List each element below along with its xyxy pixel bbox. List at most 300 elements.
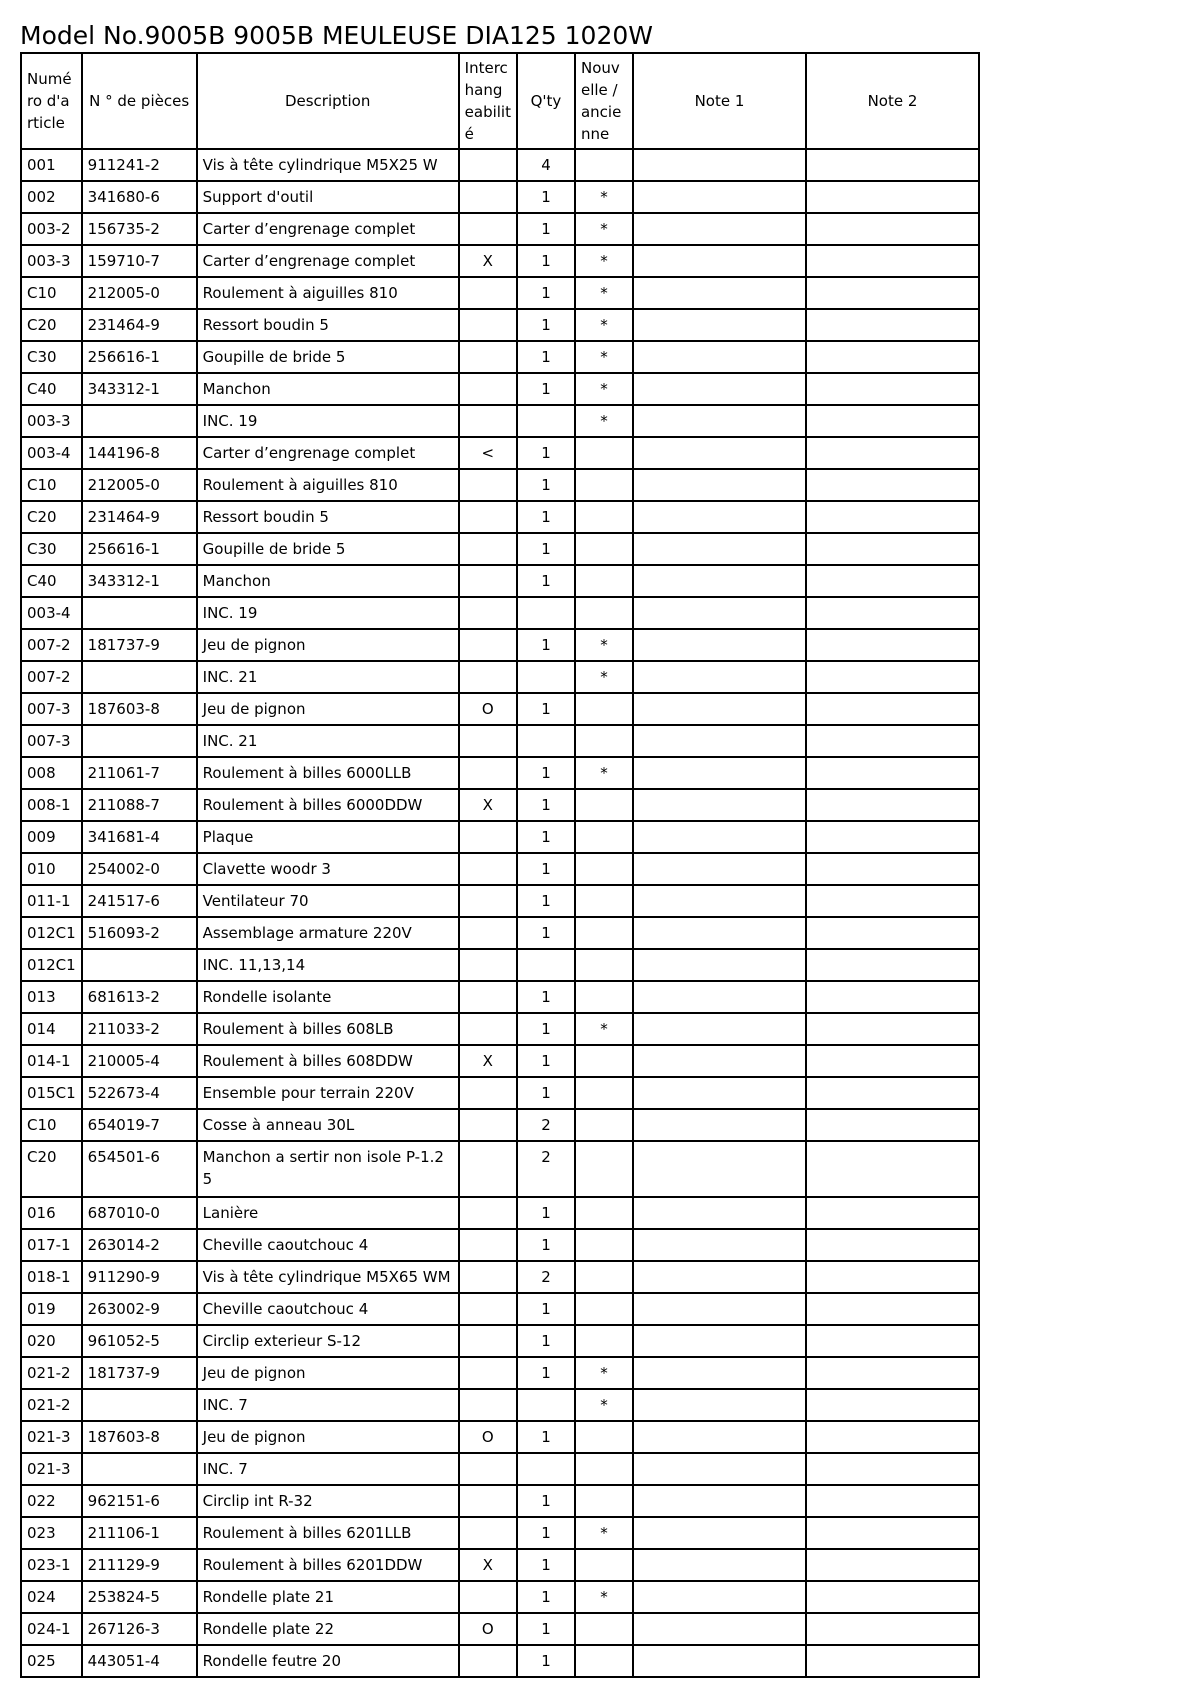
header-description: Description: [197, 53, 459, 149]
cell-quantity: 1: [517, 373, 575, 405]
table-row: [21, 821, 979, 853]
cell-note-2: [806, 1421, 979, 1453]
cell-interchangeability: [459, 1581, 517, 1613]
cell-part-number: 962151-6: [82, 1485, 197, 1517]
cell-quantity: 1: [517, 1293, 575, 1325]
header-note-1: Note 1: [633, 53, 806, 149]
cell-description: Roulement à billes 6000LLB: [197, 757, 459, 789]
cell-quantity: 1: [517, 437, 575, 469]
table-row: [21, 213, 979, 245]
cell-part-number: 961052-5: [82, 1325, 197, 1357]
cell-new-old: [575, 1485, 633, 1517]
cell-part-number: 256616-1: [82, 341, 197, 373]
cell-note-2: [806, 1109, 979, 1141]
cell-note-1: [633, 1421, 806, 1453]
table-row: [21, 1485, 979, 1517]
cell-description: Support d'outil: [197, 181, 459, 213]
cell-description: Roulement à billes 608DDW: [197, 1045, 459, 1077]
cell-new-old: [575, 693, 633, 725]
cell-note-1: [633, 1549, 806, 1581]
cell-quantity: 1: [517, 789, 575, 821]
cell-description: Manchon a sertir non isole P-1.2 5: [197, 1141, 459, 1197]
cell-note-2: [806, 1261, 979, 1293]
cell-part-number: 211129-9: [82, 1549, 197, 1581]
table-row: [21, 309, 979, 341]
table-row: [21, 1421, 979, 1453]
cell-part-number: 654501-6: [82, 1141, 197, 1197]
cell-note-1: [633, 1013, 806, 1045]
cell-interchangeability: [459, 1197, 517, 1229]
cell-description: Rondelle plate 22: [197, 1613, 459, 1645]
cell-new-old: [575, 1325, 633, 1357]
cell-part-number: [82, 661, 197, 693]
cell-new-old: [575, 597, 633, 629]
table-row: [21, 277, 979, 309]
cell-description: Clavette woodr 3: [197, 853, 459, 885]
cell-quantity: 1: [517, 981, 575, 1013]
table-row: [21, 341, 979, 373]
cell-note-1: [633, 917, 806, 949]
cell-note-1: [633, 981, 806, 1013]
cell-part-number: 654019-7: [82, 1109, 197, 1141]
cell-interchangeability: [459, 821, 517, 853]
cell-description: Carter d’engrenage complet: [197, 213, 459, 245]
cell-interchangeability: [459, 277, 517, 309]
cell-quantity: [517, 1389, 575, 1421]
cell-description: Carter d’engrenage complet: [197, 437, 459, 469]
cell-description: Goupille de bride 5: [197, 341, 459, 373]
cell-item-number: C20: [21, 501, 82, 533]
cell-quantity: 1: [517, 1421, 575, 1453]
cell-item-number: 021-2: [21, 1357, 82, 1389]
cell-item-number: 007-2: [21, 629, 82, 661]
cell-new-old: *: [575, 181, 633, 213]
cell-interchangeability: [459, 501, 517, 533]
cell-interchangeability: [459, 757, 517, 789]
cell-interchangeability: [459, 1229, 517, 1261]
table-row: [21, 1229, 979, 1261]
cell-part-number: 241517-6: [82, 885, 197, 917]
cell-note-2: [806, 1013, 979, 1045]
cell-note-2: [806, 1645, 979, 1677]
cell-part-number: 253824-5: [82, 1581, 197, 1613]
cell-interchangeability: [459, 629, 517, 661]
cell-description: INC. 7: [197, 1389, 459, 1421]
cell-note-2: [806, 1581, 979, 1613]
cell-new-old: [575, 1261, 633, 1293]
cell-quantity: 1: [517, 1549, 575, 1581]
cell-part-number: 341680-6: [82, 181, 197, 213]
table-header-row: [21, 53, 979, 149]
cell-note-1: [633, 1517, 806, 1549]
cell-part-number: 263014-2: [82, 1229, 197, 1261]
cell-note-2: [806, 949, 979, 981]
table-row: [21, 757, 979, 789]
cell-note-1: [633, 213, 806, 245]
cell-new-old: *: [575, 213, 633, 245]
cell-note-1: [633, 789, 806, 821]
header-part-number: N ° de pièces: [82, 53, 197, 149]
cell-quantity: 1: [517, 277, 575, 309]
table-row: [21, 949, 979, 981]
cell-part-number: 210005-4: [82, 1045, 197, 1077]
cell-part-number: [82, 949, 197, 981]
header-interchangeability: Interc hang eabilit é: [459, 53, 517, 149]
cell-description: Assemblage armature 220V: [197, 917, 459, 949]
cell-interchangeability: [459, 1645, 517, 1677]
table-row: [21, 1077, 979, 1109]
cell-interchangeability: [459, 1325, 517, 1357]
cell-interchangeability: O: [459, 693, 517, 725]
cell-interchangeability: [459, 949, 517, 981]
cell-note-2: [806, 405, 979, 437]
cell-note-1: [633, 1453, 806, 1485]
cell-quantity: [517, 597, 575, 629]
cell-item-number: C30: [21, 341, 82, 373]
cell-interchangeability: [459, 565, 517, 597]
cell-interchangeability: X: [459, 789, 517, 821]
cell-note-2: [806, 597, 979, 629]
cell-new-old: [575, 565, 633, 597]
cell-quantity: [517, 725, 575, 757]
cell-quantity: 1: [517, 245, 575, 277]
cell-item-number: 016: [21, 1197, 82, 1229]
table-row: [21, 181, 979, 213]
table-row: [21, 789, 979, 821]
cell-description: Roulement à billes 608LB: [197, 1013, 459, 1045]
cell-note-2: [806, 789, 979, 821]
cell-description: INC. 11,13,14: [197, 949, 459, 981]
cell-description: INC. 19: [197, 405, 459, 437]
cell-item-number: 015C1: [21, 1077, 82, 1109]
cell-note-2: [806, 885, 979, 917]
cell-item-number: 008: [21, 757, 82, 789]
cell-note-2: [806, 1229, 979, 1261]
cell-interchangeability: [459, 469, 517, 501]
cell-description: Jeu de pignon: [197, 1357, 459, 1389]
cell-item-number: 003-4: [21, 437, 82, 469]
cell-note-2: [806, 1045, 979, 1077]
cell-note-1: [633, 149, 806, 181]
cell-new-old: *: [575, 1581, 633, 1613]
cell-item-number: 019: [21, 1293, 82, 1325]
cell-quantity: 1: [517, 821, 575, 853]
table-row: [21, 405, 979, 437]
cell-note-2: [806, 1077, 979, 1109]
cell-item-number: 022: [21, 1485, 82, 1517]
cell-part-number: 212005-0: [82, 469, 197, 501]
cell-interchangeability: [459, 1389, 517, 1421]
cell-part-number: [82, 405, 197, 437]
cell-item-number: C10: [21, 1109, 82, 1141]
cell-note-1: [633, 1197, 806, 1229]
cell-interchangeability: O: [459, 1613, 517, 1645]
cell-note-2: [806, 1549, 979, 1581]
table-row: [21, 1549, 979, 1581]
cell-part-number: 144196-8: [82, 437, 197, 469]
cell-part-number: 267126-3: [82, 1613, 197, 1645]
cell-note-2: [806, 1517, 979, 1549]
cell-note-1: [633, 373, 806, 405]
table-row: [21, 981, 979, 1013]
cell-new-old: [575, 1077, 633, 1109]
cell-description: Rondelle plate 21: [197, 1581, 459, 1613]
cell-note-1: [633, 405, 806, 437]
cell-part-number: 522673-4: [82, 1077, 197, 1109]
cell-item-number: 024-1: [21, 1613, 82, 1645]
cell-note-1: [633, 1229, 806, 1261]
cell-note-1: [633, 309, 806, 341]
cell-new-old: *: [575, 277, 633, 309]
cell-quantity: 1: [517, 1485, 575, 1517]
table-row: [21, 1613, 979, 1645]
cell-note-1: [633, 437, 806, 469]
cell-part-number: 211033-2: [82, 1013, 197, 1045]
table-row: [21, 1261, 979, 1293]
cell-interchangeability: [459, 1141, 517, 1197]
cell-description: Lanière: [197, 1197, 459, 1229]
cell-part-number: 231464-9: [82, 309, 197, 341]
table-row: [21, 437, 979, 469]
cell-note-2: [806, 1357, 979, 1389]
cell-description: Carter d’engrenage complet: [197, 245, 459, 277]
cell-note-1: [633, 1389, 806, 1421]
cell-quantity: 1: [517, 341, 575, 373]
table-row: [21, 1517, 979, 1549]
cell-item-number: 003-2: [21, 213, 82, 245]
cell-interchangeability: [459, 1109, 517, 1141]
parts-table: [20, 52, 980, 1678]
cell-item-number: 021-3: [21, 1421, 82, 1453]
cell-quantity: 1: [517, 1045, 575, 1077]
cell-new-old: [575, 1293, 633, 1325]
cell-note-2: [806, 245, 979, 277]
cell-description: INC. 7: [197, 1453, 459, 1485]
cell-description: Manchon: [197, 373, 459, 405]
cell-part-number: 341681-4: [82, 821, 197, 853]
cell-part-number: 443051-4: [82, 1645, 197, 1677]
cell-quantity: 1: [517, 181, 575, 213]
cell-quantity: 1: [517, 469, 575, 501]
cell-new-old: *: [575, 661, 633, 693]
cell-new-old: [575, 725, 633, 757]
cell-item-number: 020: [21, 1325, 82, 1357]
cell-interchangeability: [459, 181, 517, 213]
cell-note-2: [806, 725, 979, 757]
cell-item-number: 008-1: [21, 789, 82, 821]
cell-description: Roulement à billes 6201LLB: [197, 1517, 459, 1549]
cell-description: Ensemble pour terrain 220V: [197, 1077, 459, 1109]
cell-new-old: *: [575, 309, 633, 341]
table-row: [21, 245, 979, 277]
cell-note-2: [806, 309, 979, 341]
cell-quantity: 1: [517, 1357, 575, 1389]
cell-new-old: [575, 949, 633, 981]
cell-part-number: 212005-0: [82, 277, 197, 309]
table-row: [21, 1045, 979, 1077]
cell-part-number: 687010-0: [82, 1197, 197, 1229]
cell-new-old: [575, 1549, 633, 1581]
table-row: [21, 917, 979, 949]
cell-quantity: 2: [517, 1109, 575, 1141]
cell-note-2: [806, 277, 979, 309]
cell-description: INC. 21: [197, 661, 459, 693]
cell-interchangeability: [459, 373, 517, 405]
cell-new-old: *: [575, 341, 633, 373]
cell-item-number: 025: [21, 1645, 82, 1677]
cell-item-number: 003-4: [21, 597, 82, 629]
cell-quantity: 1: [517, 629, 575, 661]
cell-quantity: 1: [517, 1197, 575, 1229]
cell-quantity: 1: [517, 1077, 575, 1109]
cell-interchangeability: X: [459, 245, 517, 277]
cell-item-number: C30: [21, 533, 82, 565]
cell-note-1: [633, 821, 806, 853]
cell-description: Vis à tête cylindrique M5X65 WM: [197, 1261, 459, 1293]
cell-description: Ventilateur 70: [197, 885, 459, 917]
cell-quantity: 1: [517, 693, 575, 725]
cell-description: Ressort boudin 5: [197, 309, 459, 341]
cell-quantity: 1: [517, 1229, 575, 1261]
cell-quantity: 1: [517, 501, 575, 533]
cell-new-old: *: [575, 373, 633, 405]
cell-part-number: [82, 1389, 197, 1421]
cell-new-old: [575, 1197, 633, 1229]
cell-note-2: [806, 1389, 979, 1421]
table-row: [21, 149, 979, 181]
cell-item-number: C40: [21, 565, 82, 597]
table-row: [21, 725, 979, 757]
cell-description: Jeu de pignon: [197, 693, 459, 725]
cell-note-2: [806, 853, 979, 885]
table-row: [21, 661, 979, 693]
cell-description: Roulement à aiguilles 810: [197, 277, 459, 309]
table-row: [21, 1325, 979, 1357]
cell-part-number: 911241-2: [82, 149, 197, 181]
cell-item-number: 021-2: [21, 1389, 82, 1421]
cell-note-1: [633, 1077, 806, 1109]
cell-description: Roulement à billes 6201DDW: [197, 1549, 459, 1581]
cell-item-number: 014-1: [21, 1045, 82, 1077]
cell-interchangeability: [459, 341, 517, 373]
cell-note-1: [633, 1485, 806, 1517]
cell-interchangeability: [459, 1485, 517, 1517]
cell-note-2: [806, 757, 979, 789]
cell-part-number: 181737-9: [82, 629, 197, 661]
cell-note-1: [633, 853, 806, 885]
cell-item-number: C40: [21, 373, 82, 405]
cell-note-2: [806, 469, 979, 501]
cell-quantity: 1: [517, 1613, 575, 1645]
cell-new-old: *: [575, 1357, 633, 1389]
cell-item-number: 011-1: [21, 885, 82, 917]
header-note-2: Note 2: [806, 53, 979, 149]
cell-description: Rondelle feutre 20: [197, 1645, 459, 1677]
cell-interchangeability: [459, 725, 517, 757]
cell-new-old: [575, 853, 633, 885]
cell-new-old: *: [575, 1389, 633, 1421]
cell-note-1: [633, 1141, 806, 1197]
cell-new-old: [575, 437, 633, 469]
cell-part-number: 343312-1: [82, 373, 197, 405]
cell-note-2: [806, 1485, 979, 1517]
cell-note-1: [633, 1261, 806, 1293]
cell-new-old: *: [575, 757, 633, 789]
cell-new-old: [575, 1141, 633, 1197]
cell-note-2: [806, 661, 979, 693]
cell-quantity: [517, 949, 575, 981]
cell-interchangeability: [459, 1077, 517, 1109]
cell-quantity: 1: [517, 1325, 575, 1357]
cell-interchangeability: [459, 1013, 517, 1045]
cell-note-1: [633, 1645, 806, 1677]
cell-part-number: 159710-7: [82, 245, 197, 277]
cell-item-number: 007-3: [21, 725, 82, 757]
cell-part-number: 156735-2: [82, 213, 197, 245]
cell-note-2: [806, 1141, 979, 1197]
cell-note-2: [806, 373, 979, 405]
cell-item-number: 007-3: [21, 693, 82, 725]
cell-quantity: 1: [517, 213, 575, 245]
cell-item-number: 013: [21, 981, 82, 1013]
cell-quantity: 1: [517, 565, 575, 597]
cell-note-1: [633, 1613, 806, 1645]
cell-note-1: [633, 181, 806, 213]
cell-item-number: 003-3: [21, 405, 82, 437]
cell-part-number: 181737-9: [82, 1357, 197, 1389]
table-row: [21, 1453, 979, 1485]
cell-part-number: 256616-1: [82, 533, 197, 565]
cell-note-1: [633, 757, 806, 789]
cell-part-number: 343312-1: [82, 565, 197, 597]
cell-note-2: [806, 1325, 979, 1357]
cell-description: Roulement à billes 6000DDW: [197, 789, 459, 821]
cell-note-2: [806, 693, 979, 725]
cell-note-1: [633, 341, 806, 373]
cell-interchangeability: [459, 1357, 517, 1389]
table-row: [21, 469, 979, 501]
cell-new-old: [575, 149, 633, 181]
cell-note-1: [633, 469, 806, 501]
cell-quantity: 1: [517, 533, 575, 565]
cell-note-1: [633, 885, 806, 917]
cell-part-number: [82, 725, 197, 757]
cell-interchangeability: [459, 597, 517, 629]
table-row: [21, 885, 979, 917]
cell-note-1: [633, 1325, 806, 1357]
cell-quantity: 1: [517, 1013, 575, 1045]
cell-note-2: [806, 565, 979, 597]
cell-note-2: [806, 917, 979, 949]
cell-note-2: [806, 501, 979, 533]
cell-note-2: [806, 1293, 979, 1325]
cell-note-1: [633, 693, 806, 725]
cell-description: INC. 21: [197, 725, 459, 757]
cell-description: Jeu de pignon: [197, 629, 459, 661]
table-row: [21, 1293, 979, 1325]
cell-description: Jeu de pignon: [197, 1421, 459, 1453]
cell-quantity: 1: [517, 885, 575, 917]
cell-note-1: [633, 1581, 806, 1613]
cell-quantity: 1: [517, 1517, 575, 1549]
cell-interchangeability: [459, 405, 517, 437]
table-row: [21, 1357, 979, 1389]
cell-part-number: 187603-8: [82, 1421, 197, 1453]
cell-quantity: 2: [517, 1261, 575, 1293]
cell-item-number: 012C1: [21, 949, 82, 981]
cell-interchangeability: [459, 981, 517, 1013]
cell-note-2: [806, 1613, 979, 1645]
